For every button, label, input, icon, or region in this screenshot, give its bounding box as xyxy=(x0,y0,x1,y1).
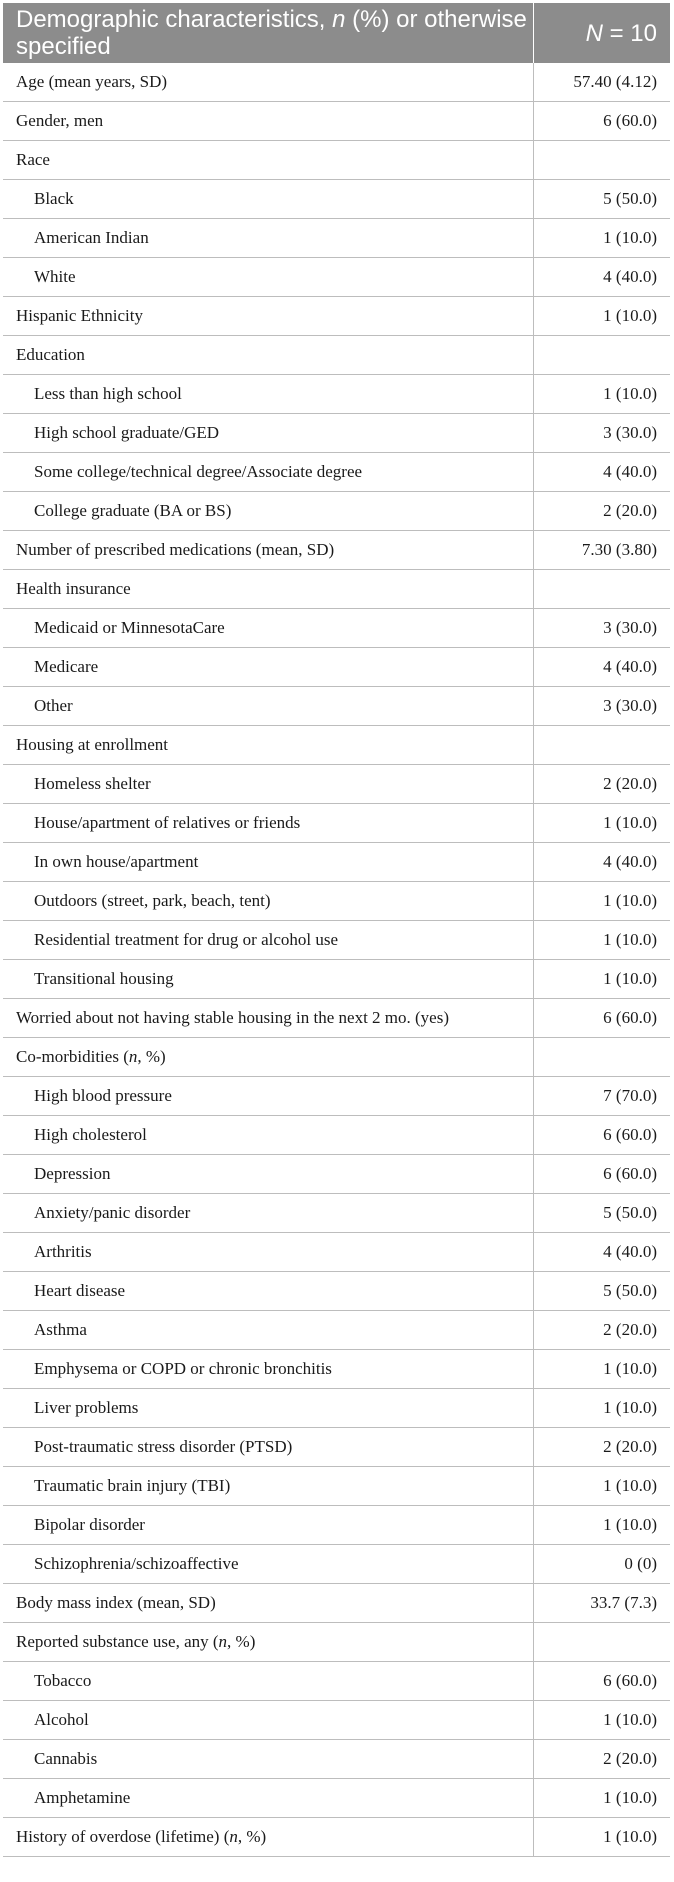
table-row xyxy=(3,1389,670,1428)
row-value: 1 (10.0) xyxy=(533,1350,670,1389)
demographics-table-container xyxy=(3,3,670,1857)
table-row xyxy=(3,375,670,414)
table-row xyxy=(3,999,670,1038)
table-row xyxy=(3,843,670,882)
table-row xyxy=(3,453,670,492)
row-value: 1 (10.0) xyxy=(533,1779,670,1818)
row-value xyxy=(533,726,670,765)
row-label: Some college/technical degree/Associate degree xyxy=(3,453,533,492)
table-row xyxy=(3,219,670,258)
n-italic: n xyxy=(128,1047,138,1066)
row-label: Less than high school xyxy=(3,375,533,414)
row-label: High blood pressure xyxy=(3,1077,533,1116)
section-row xyxy=(3,1623,670,1662)
table-row xyxy=(3,960,670,999)
row-label: Gender, men xyxy=(3,102,533,141)
table-row xyxy=(3,1077,670,1116)
section-label xyxy=(3,1623,533,1662)
section-label: Education xyxy=(3,336,533,375)
header-N-italic: N xyxy=(585,19,603,47)
header-sample-size xyxy=(533,3,670,63)
table-row xyxy=(3,1779,670,1818)
header-sample-size-value: = 10 xyxy=(602,19,657,47)
table-header xyxy=(3,3,670,63)
section-label-text: Reported substance use, any ( xyxy=(16,1632,219,1651)
row-value: 3 (30.0) xyxy=(533,609,670,648)
row-value: 5 (50.0) xyxy=(533,1272,670,1311)
row-value xyxy=(533,141,670,180)
table-row xyxy=(3,1545,670,1584)
row-value: 2 (20.0) xyxy=(533,1740,670,1779)
row-label: American Indian xyxy=(3,219,533,258)
section-label xyxy=(3,1038,533,1077)
row-label: Liver problems xyxy=(3,1389,533,1428)
row-label: Transitional housing xyxy=(3,960,533,999)
table-row xyxy=(3,63,670,102)
row-label: Medicaid or MinnesotaCare xyxy=(3,609,533,648)
table-row xyxy=(3,1506,670,1545)
row-label: Asthma xyxy=(3,1311,533,1350)
row-value: 3 (30.0) xyxy=(533,414,670,453)
table-row xyxy=(3,1584,670,1623)
row-label: College graduate (BA or BS) xyxy=(3,492,533,531)
row-label: Bipolar disorder xyxy=(3,1506,533,1545)
header-n-italic: n xyxy=(332,6,346,33)
table-row xyxy=(3,1272,670,1311)
row-label: Black xyxy=(3,180,533,219)
table-row xyxy=(3,1194,670,1233)
row-label-suffix: , %) xyxy=(237,1827,267,1846)
row-value xyxy=(533,1623,670,1662)
row-label: High cholesterol xyxy=(3,1116,533,1155)
row-label-text: History of overdose (lifetime) ( xyxy=(16,1827,230,1846)
row-value: 1 (10.0) xyxy=(533,1389,670,1428)
row-label: Emphysema or COPD or chronic bronchitis xyxy=(3,1350,533,1389)
table-row xyxy=(3,1701,670,1740)
table-row xyxy=(3,609,670,648)
section-row xyxy=(3,141,670,180)
row-label: Schizophrenia/schizoaffective xyxy=(3,1545,533,1584)
row-label: Heart disease xyxy=(3,1272,533,1311)
header-characteristics-text: Demographic characteristics, xyxy=(16,6,333,33)
table-row xyxy=(3,1116,670,1155)
table-row xyxy=(3,180,670,219)
row-value: 33.7 (7.3) xyxy=(533,1584,670,1623)
row-value: 2 (20.0) xyxy=(533,765,670,804)
row-label: Hispanic Ethnicity xyxy=(3,297,533,336)
row-value: 2 (20.0) xyxy=(533,492,670,531)
table-row xyxy=(3,804,670,843)
row-value: 6 (60.0) xyxy=(533,999,670,1038)
table-body xyxy=(3,63,670,1857)
row-label: In own house/apartment xyxy=(3,843,533,882)
section-row xyxy=(3,1038,670,1077)
table-row xyxy=(3,102,670,141)
row-label: Worried about not having stable housing in the next 2 mo. (yes) xyxy=(3,999,533,1038)
row-value: 6 (60.0) xyxy=(533,1155,670,1194)
row-value: 1 (10.0) xyxy=(533,219,670,258)
row-value: 3 (30.0) xyxy=(533,687,670,726)
row-value: 7.30 (3.80) xyxy=(533,531,670,570)
table-row xyxy=(3,921,670,960)
table-row xyxy=(3,882,670,921)
row-label: Residential treatment for drug or alcohol use xyxy=(3,921,533,960)
row-label: Number of prescribed medications (mean, SD) xyxy=(3,531,533,570)
table-row xyxy=(3,765,670,804)
header-characteristics-suffix: (%) or otherwise specified xyxy=(16,6,527,60)
table-row xyxy=(3,1428,670,1467)
table-row xyxy=(3,1740,670,1779)
table-row xyxy=(3,414,670,453)
row-value: 6 (60.0) xyxy=(533,102,670,141)
row-value xyxy=(533,336,670,375)
row-value: 2 (20.0) xyxy=(533,1311,670,1350)
row-label: White xyxy=(3,258,533,297)
row-label: Alcohol xyxy=(3,1701,533,1740)
section-label: Health insurance xyxy=(3,570,533,609)
row-value: 7 (70.0) xyxy=(533,1077,670,1116)
section-label-text: Co-morbidities ( xyxy=(16,1047,129,1066)
row-value: 1 (10.0) xyxy=(533,921,670,960)
section-row xyxy=(3,570,670,609)
row-label: Traumatic brain injury (TBI) xyxy=(3,1467,533,1506)
table-row xyxy=(3,531,670,570)
table-row xyxy=(3,687,670,726)
row-label: Depression xyxy=(3,1155,533,1194)
row-label: Age (mean years, SD) xyxy=(3,63,533,102)
row-label: High school graduate/GED xyxy=(3,414,533,453)
row-value: 2 (20.0) xyxy=(533,1428,670,1467)
table-row xyxy=(3,1818,670,1857)
row-label: Amphetamine xyxy=(3,1779,533,1818)
row-value: 1 (10.0) xyxy=(533,1701,670,1740)
row-value: 4 (40.0) xyxy=(533,1233,670,1272)
row-value xyxy=(533,570,670,609)
table-row xyxy=(3,648,670,687)
row-label: Anxiety/panic disorder xyxy=(3,1194,533,1233)
section-label-suffix: , %) xyxy=(227,1632,256,1651)
section-row xyxy=(3,336,670,375)
row-label: Arthritis xyxy=(3,1233,533,1272)
row-label: Other xyxy=(3,687,533,726)
n-italic: n xyxy=(218,1632,228,1651)
section-label: Race xyxy=(3,141,533,180)
row-value xyxy=(533,1038,670,1077)
table-row xyxy=(3,297,670,336)
row-label: Medicare xyxy=(3,648,533,687)
section-label-suffix: , %) xyxy=(137,1047,166,1066)
header-characteristics xyxy=(3,3,533,63)
row-label: Homeless shelter xyxy=(3,765,533,804)
table-row xyxy=(3,1662,670,1701)
table-row xyxy=(3,492,670,531)
row-label: Body mass index (mean, SD) xyxy=(3,1584,533,1623)
row-value: 57.40 (4.12) xyxy=(573,72,657,91)
row-label: Outdoors (street, park, beach, tent) xyxy=(3,882,533,921)
n-italic: n xyxy=(229,1827,238,1846)
table-row xyxy=(3,1350,670,1389)
row-value: 1 (10.0) xyxy=(533,297,670,336)
section-row xyxy=(3,726,670,765)
table-row xyxy=(3,1233,670,1272)
row-value: 1 (10.0) xyxy=(533,1818,670,1857)
row-label: Cannabis xyxy=(3,1740,533,1779)
table-row xyxy=(3,1311,670,1350)
row-value: 4 (40.0) xyxy=(533,258,670,297)
row-value: 6 (60.0) xyxy=(533,1116,670,1155)
row-value: 1 (10.0) xyxy=(533,804,670,843)
row-label: Post-traumatic stress disorder (PTSD) xyxy=(3,1428,533,1467)
demographics-table xyxy=(3,3,670,1857)
row-label xyxy=(3,1818,533,1857)
row-value: 6 (60.0) xyxy=(533,1662,670,1701)
row-value: 1 (10.0) xyxy=(533,1467,670,1506)
row-value: 4 (40.0) xyxy=(533,648,670,687)
row-value: 5 (50.0) xyxy=(533,180,670,219)
row-value: 1 (10.0) xyxy=(533,960,670,999)
row-value: 5 (50.0) xyxy=(533,1194,670,1233)
table-row xyxy=(3,1467,670,1506)
row-label: House/apartment of relatives or friends xyxy=(3,804,533,843)
table-row xyxy=(3,258,670,297)
row-value: 1 (10.0) xyxy=(533,882,670,921)
row-value: 1 (10.0) xyxy=(533,375,670,414)
row-value: 0 (0) xyxy=(533,1545,670,1584)
header-row xyxy=(3,3,670,63)
row-label: Tobacco xyxy=(3,1662,533,1701)
row-value: 1 (10.0) xyxy=(533,1506,670,1545)
section-label: Housing at enrollment xyxy=(3,726,533,765)
table-row xyxy=(3,1155,670,1194)
row-value: 4 (40.0) xyxy=(533,843,670,882)
row-value: 4 (40.0) xyxy=(533,453,670,492)
